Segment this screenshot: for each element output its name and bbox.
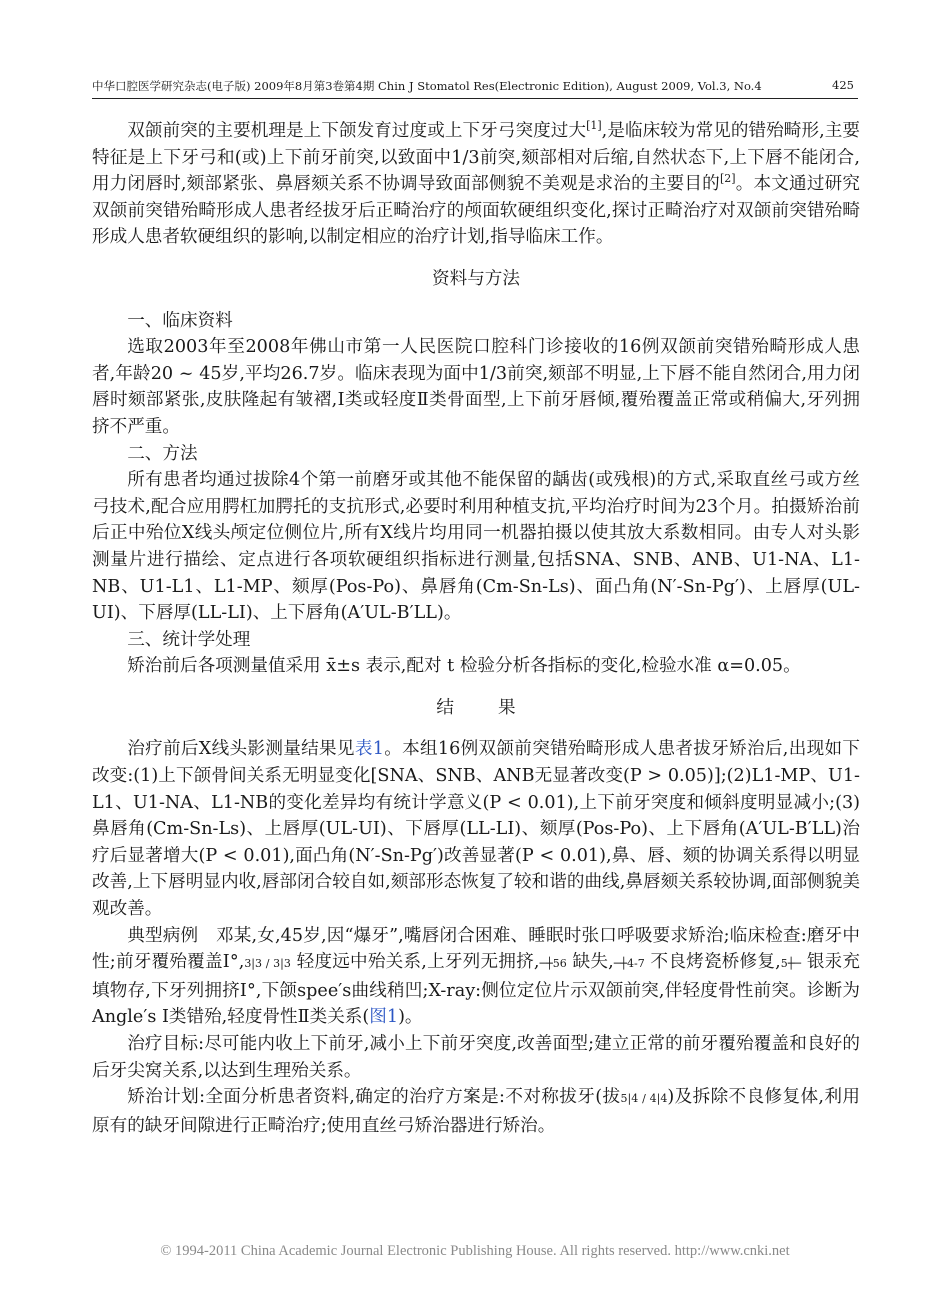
intro-paragraph: 双颌前突的主要机理是上下颌发育过度或上下牙弓突度过大[1],是临床较为常见的错殆畸形,主要特征是上下牙弓和(或)上下前牙前突,以致面中1/3前突,颏部相对后缩,自然状态下,上下唇不能闭合,用力闭唇时,颏部紧张、鼻唇颏关系不协调导致面部侧貌不美观是求治的主要目的[2]。本文通过研究双颌前突错殆畸形成人患者经拔牙后正畸治疗的颅面软硬组织变化,探讨正畸治疗对双颌前突错殆畸形成人患者软硬组织的影响,以制定相应的治疗计划,指导临床工作。 (92, 119, 861, 248)
tooth-notation: 3|3 / 3|3 (244, 957, 291, 971)
subsection-heading: 二、方法 (127, 443, 198, 464)
plan-paragraph: 矫治计划:全面分析患者资料,确定的治疗方案是:不对称拔牙(拔5|4 / 4|4)及拆除不良修复体,利用原有的缺牙间隙进行正畸治疗;使用直丝弓矫治器进行矫治。 (92, 1087, 860, 1136)
section-heading-methods: 资料与方法 (432, 268, 520, 289)
page-number: 425 (832, 78, 854, 92)
journal-citation: 中华口腔医学研究杂志(电子版) 2009年8月第3卷第4期 Chin J Stomatol Res(Electronic Edition), August 2009, Vol.3, No.4 (92, 79, 762, 93)
case-paragraph: 典型病例 邓某,女,45岁,因“爆牙”,嘴唇闭合困难、睡眠时张口呼吸要求矫治;临床检查:磨牙中性;前牙覆殆覆盖Ⅰ°,3|3 / 3|3 轻度远中殆关系,上牙列无拥挤,─┼56 缺失,─┼4-7 不良烤瓷桥修复,5┼─ 银汞充填物存,下牙列拥挤Ⅰ°,下颌spee′s曲线稍凹;X-ray:侧位定位片示双颌前突,伴轻度骨性前突。诊断为Angle′s Ⅰ类错殆,轻度骨性Ⅱ类关系(图1)。 (92, 925, 861, 1028)
subsection-heading: 三、统计学处理 (127, 629, 251, 650)
tooth-notation: 5┼─ (780, 957, 802, 971)
section-heading-results: 结果 (436, 697, 560, 718)
goal-paragraph: 治疗目标:尽可能内收上下前牙,减小上下前牙突度,改善面型;建立正常的前牙覆殆覆盖和良好的后牙尖窝关系,以达到生理殆关系。 (92, 1034, 860, 1081)
methods-paragraph: 所有患者均通过拔除4个第一前磨牙或其他不能保留的龋齿(或残根)的方式,采取直丝弓或方丝弓技术,配合应用腭杠加腭托的支抗形式,必要时利用种植支抗,平均治疗时间为23个月。拍摄矫治前后正中殆位X线头颅定位侧位片,所有X线片均用同一机器拍摄以使其放大系数相同。由专人对头影测量片进行描绘、定点进行各项软硬组织指标进行测量,包括SNA、SNB、ANB、U1-NA、L1-NB、U1-L1、L1-MP、颏厚(Pos-Po)、鼻唇角(Cm-Sn-Ls)、面凸角(N′-Sn-Pg′)、上唇厚(UL-UI)、下唇厚(LL-LI)、上下唇角(A′UL-B′LL)。 (92, 470, 860, 624)
results-paragraph: 治疗前后X线头影测量结果见表1。本组16例双颌前突错殆畸形成人患者拔牙矫治后,出现如下改变:(1)上下颌骨间关系无明显变化[SNA、SNB、ANB无显著改变(P > 0.05)];(2)L1-MP、U1-L1、U1-NA、L1-NB的变化差异均有统计学意义(P < 0.01),上下前牙突度和倾斜度明显减小;(3)鼻唇角(Cm-Sn-Ls)、上唇厚(UL-UI)、下唇厚(LL-LI)、颏厚(Pos-Po)、上下唇角(A′UL-B′LL)治疗后显著增大(P < 0.01),面凸角(N′-Sn-Pg′)改善显著(P < 0.01),鼻、唇、颏的协调关系得以明显改善,上下唇明显内收,唇部闭合较自如,颏部形态恢复了较和谐的曲线,鼻唇颏关系较协调,面部侧貌美观改善。 (92, 739, 860, 920)
copyright-footer: © 1994-2011 China Academic Journal Electronic Publishing House. All rights reserved. http://www.cnki.net (160, 1243, 790, 1259)
running-header (92, 76, 858, 99)
tooth-notation: 5|4 / 4|4 (620, 1092, 668, 1106)
article-body (92, 118, 860, 1139)
methods-paragraph: 选取2003年至2008年佛山市第一人民医院口腔科门诊接收的16例双颌前突错殆畸形成人患者,年龄20 ~ 45岁,平均26.7岁。临床表现为面中1/3前突,颏部不明显,上下唇不能自然闭合,用力闭唇时颏部紧张,皮肤隆起有皱褶,Ⅰ类或轻度Ⅱ类骨面型,上下前牙唇倾,覆殆覆盖正常或稍偏大,牙列拥挤不严重。 (92, 337, 860, 437)
citation-ref[interactable]: [1] (586, 119, 602, 133)
table-link[interactable]: 表1 (354, 739, 384, 760)
tooth-notation: ─┼56 (539, 957, 567, 971)
figure-link[interactable]: 图1 (369, 1007, 399, 1028)
methods-paragraph: 矫治前后各项测量值采用 x̄±s 表示,配对 t 检验分析各指标的变化,检验水准 α=0.05。 (127, 656, 801, 677)
citation-ref[interactable]: [2] (719, 172, 736, 186)
subsection-heading: 一、临床资料 (127, 310, 233, 331)
tooth-notation: ─┼4-7 (613, 957, 645, 971)
